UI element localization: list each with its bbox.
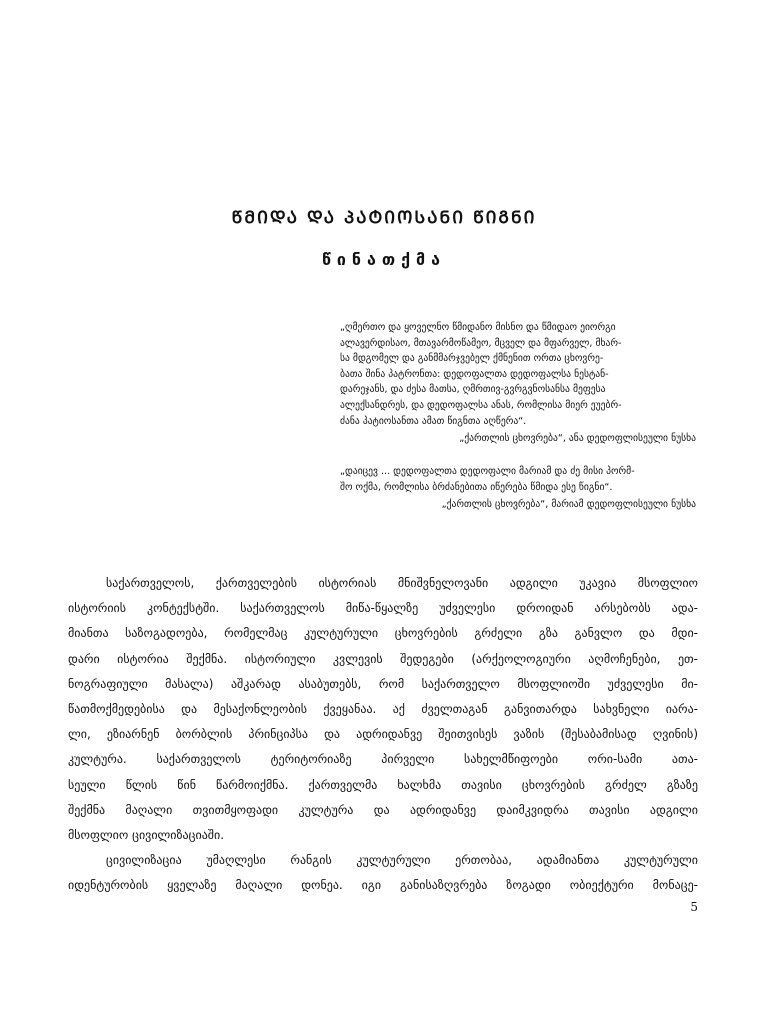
paragraph-line: იდენტურობის ყველაზე მაღალი დონეა. იგი განისაზღვრება ზოგადი ობიექტური მონაცე- <box>68 878 698 893</box>
paragraph-line: ისტორიის კონტექსტში. საქართველოს მიწა-წყალზე უძველესი დროიდან არსებობს ადა- <box>68 601 698 616</box>
epigraph <box>340 320 696 447</box>
epigraph-source: „ქართლის ცხოვრება“, მარიამ დედოფლისეული ნუსხა <box>441 499 696 511</box>
paragraph-line: საქართველოს, ქართველების ისტორიას მნიშვნელოვანი ადგილი უკავია მსოფლიო <box>106 576 698 590</box>
book-title: ᲬᲛᲘᲓᲐ ᲓᲐ ᲞᲐᲢᲘᲝᲡᲐᲜᲘ ᲬᲘᲒᲜᲘ <box>231 208 537 228</box>
epigraph-line: ძანა პატიოსანთა ამათ წიგნთა აღწერა“. <box>340 415 527 427</box>
epigraph-line: შო ოქმა, რომლისა ბრძანებითა იწერება წმიდა ესე წიგნი“. <box>340 481 613 493</box>
paragraph-line: ნოგრაფიული მასალა) აშკარად ასაბუთებს, რომ საქართველო მსოფლიოში უძველესი მი- <box>68 676 698 691</box>
epigraph-line: „დაიცევ ... დედოფალთა დედოფალი მარიამ და ძე მისი პორმ- <box>340 466 635 477</box>
epigraph-line: ალავერდისაო, მთავარმოწამეო, მცველ და მფარველ, მხარ- <box>340 337 622 349</box>
page-number: 5 <box>690 900 698 914</box>
epigraph-line: „ღმერთო და ყოველნო წმიდანო მისნო და წმიდაო ეიორგი <box>340 322 616 333</box>
section-title: წინათქმა <box>322 250 446 269</box>
paragraph-line: სეული წლის წინ წარმოიქმნა. ქართველმა ხალხმა თავისი ცხოვრების გრძელ გზაზე <box>68 777 698 792</box>
epigraph-line: ალექსანდრეს, და დედოფალსა ანას, რომლისა მიერ ეუებრ- <box>340 399 622 411</box>
body-text <box>68 571 698 899</box>
epigraph-source: „ქართლის ცხოვრება“, ანა დედოფლისეული ნუსხა <box>459 433 696 445</box>
paragraph-line: ცივილიზაცია უმაღლესი რანგის კულტურული ერთობაა, ადამიანთა კულტურული <box>106 853 698 868</box>
paragraph-line: მიანთა საზოგადოება, რომელმაც კულტურული ცხოვრების გრძელი გზა განვლო და მდი- <box>68 626 698 641</box>
epigraph <box>340 464 696 513</box>
epigraph-line: სა მდგომელ და განმმარჯვებელ ქმნენით ორთა ცხოვრე- <box>340 353 604 365</box>
paragraph-line: წათმოქმედებისა და მესაქონლეობის ქვეყანაა. აქ ძველთაგან განვითარდა სახვნელი იარა- <box>68 702 698 717</box>
paragraph-line: მსოფლიო ცივილიზაციაში. <box>68 828 225 843</box>
paragraph-line: კულტურა. საქართველოს ტერიტორიაზე პირველი სახელმწიფოები ორი-სამი ათა- <box>68 752 698 767</box>
epigraph-line: დარეჯანს, და ძესა მათსა, ღმრთივ-გვრგვნოსანსა მეფესა <box>340 384 606 396</box>
epigraph-line: ბათა შინა პატრონთა: დედოფალთა დედოფალსა ნესტან- <box>340 368 609 380</box>
paragraph-line: შექმნა მაღალი თვითმყოფადი კულტურა და ადრიდანვე დაიმკვიდრა თავისი ადგილი <box>68 802 698 817</box>
paragraph-line: ლი, ეზიარნენ ბორბლის პრინციპსა და ადრიდანვე შეითვისეს ვაზის (შესაბამისად ღვინის) <box>68 727 698 742</box>
paragraph-line: დარი ისტორია შექმნა. ისტორიული კვლევის შედეგები (არქეოლოგიური აღმოჩენები, ეთ- <box>68 651 698 666</box>
